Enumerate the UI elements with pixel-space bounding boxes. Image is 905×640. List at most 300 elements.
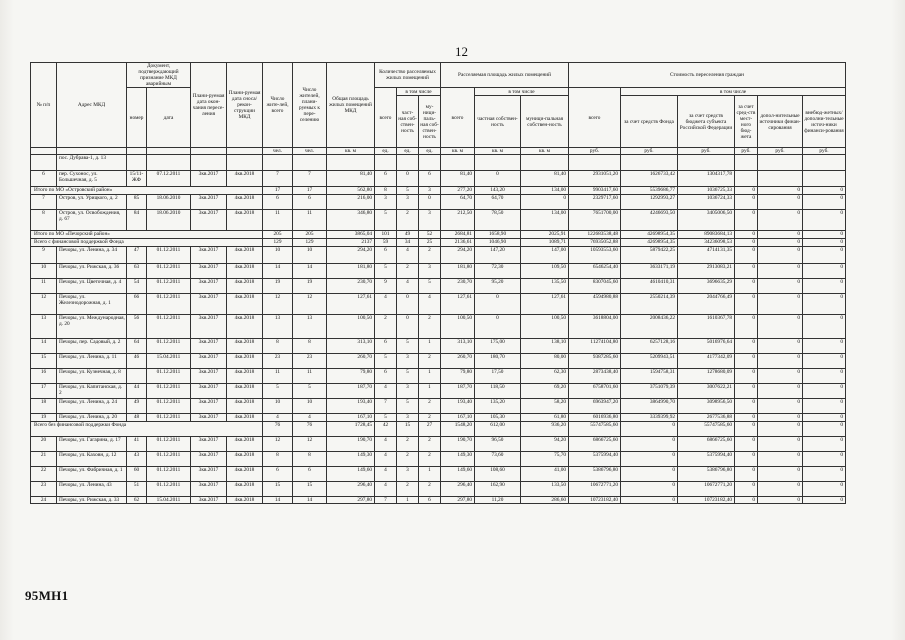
col-cost-extra: допол-нительные источники финан-сирования [758,96,803,148]
table-cell: 127,61 [327,294,375,315]
table-cell: 5386796,80 [678,467,735,482]
table-cell: 01.12.2011 [147,414,191,422]
table-cell: 0 [758,315,803,339]
table-cell: 936,20 [521,422,569,437]
address-cell: Печоры, ул. Ленина, д. 11 [57,354,127,369]
table-cell: 0 [803,422,846,437]
table-cell: 2 [419,315,441,339]
table-cell: 0 [803,467,846,482]
subtotal-row [31,187,846,195]
table-cell: 0 [735,354,758,369]
table-cell: 01.12.2011 [147,294,191,315]
table-cell: 81,40 [327,171,375,187]
table-row [31,264,846,279]
table-cell: 4кв.2018 [227,467,263,482]
table-cell: 0 [803,294,846,315]
table-cell: 13 [293,315,327,339]
table-cell: 15 [397,422,419,437]
table-row [31,467,846,482]
table-cell: 3кв.2017 [191,171,227,187]
table-cell: 17 [293,187,327,195]
table-cell: 5 [293,384,327,399]
table-cell: 1728,45 [327,422,375,437]
table-cell: 6 [419,497,441,504]
table-cell: 3кв.2017 [191,339,227,354]
table-cell: 27 [419,422,441,437]
table-cell: 0 [803,210,846,231]
table-cell: 01.12.2011 [147,247,191,264]
table-cell: 296,40 [327,482,375,497]
unit-cell: ед. [397,148,419,155]
table-cell: 42 [375,422,397,437]
table-cell: 1304317,78 [678,171,735,187]
table-cell: 6 [293,195,327,210]
table-cell: 01.12.2011 [147,452,191,467]
table-cell: 277,20 [441,187,475,195]
table-cell: 135,50 [521,279,569,294]
address-cell: Печоры, ул. Рижская, д. 33 [57,497,127,504]
table-cell: 7 [293,171,327,187]
table-cell: 4 [263,414,293,422]
table-row [31,452,846,467]
table-cell: 5 [375,354,397,369]
unit-cell: чел. [263,148,293,155]
table-cell: 12 [293,437,327,452]
table-cell: 0 [803,369,846,384]
table-cell: 4кв.2018 [227,354,263,369]
table-cell: 3кв.2017 [191,195,227,210]
table-cell: 14 [31,339,57,354]
table-cell: 0 [758,482,803,497]
table-cell: 3кв.2017 [191,384,227,399]
address-cell: Печоры, ул. Международная, д. 20 [57,315,127,339]
table-cell: 1610367,78 [678,315,735,339]
units-row [31,148,846,155]
table-cell: 20 [31,437,57,452]
col-area-incl: в том числе [475,88,569,96]
table-row [31,369,846,384]
table-cell: 18.06.2010 [147,195,191,210]
table-cell: 76935052,88 [569,239,621,247]
table-cell: 2 [397,437,419,452]
table-cell: 13 [31,315,57,339]
col-cost-region: за счет средств бюджета субъекта Российской Федерации [678,96,735,148]
table-cell: 6 [263,467,293,482]
table-cell [147,155,191,171]
table-cell: 4кв.2018 [227,369,263,384]
table-cell: 147,20 [475,247,521,264]
table-cell: 3 [397,354,419,369]
table-cell: 22 [31,467,57,482]
table-cell: 4594980,88 [569,294,621,315]
table-cell: 3 [419,187,441,195]
table-cell: 190,70 [327,437,375,452]
table-cell: 0 [735,210,758,231]
table-cell: 01.12.2011 [147,264,191,279]
table-cell: 62,30 [521,369,569,384]
table-cell: 3 [397,467,419,482]
table-row [31,210,846,231]
table-cell [803,155,846,171]
table-cell: 0 [758,437,803,452]
table-cell [735,155,758,171]
table-cell: 162,90 [475,482,521,497]
table-cell: 2913083,21 [678,264,735,279]
table-cell: 95,20 [475,279,521,294]
col-cost-local: за счет сред-ств мест-ного бюд-жета [735,96,758,148]
table-cell: 4кв.2018 [227,210,263,231]
table-cell [621,155,678,171]
table-cell: 1 [419,339,441,354]
table-cell: 49 [397,231,419,239]
address-cell: Печоры, ул. Цветочная, д. 4 [57,279,127,294]
table-cell: 149,60 [441,467,475,482]
table-row [31,247,846,264]
table-cell: 0 [758,264,803,279]
table-cell: 5375994,40 [678,452,735,467]
table-cell: 313,10 [327,339,375,354]
table-cell: 4кв.2018 [227,315,263,339]
table-cell: 0 [735,231,758,239]
table-cell: 296,40 [441,482,475,497]
table-cell: 0 [758,422,803,437]
table-cell: 3865,04 [327,231,375,239]
table-cell: 5 [375,264,397,279]
table-cell: 10 [263,399,293,414]
table-row [31,279,846,294]
table-cell: 07.12.2011 [147,171,191,187]
table-cell: 10 [293,399,327,414]
table-cell: 1658,90 [475,231,521,239]
table-cell: 205 [293,231,327,239]
table-cell: 5 [397,369,419,384]
table-cell: 9387285,60 [569,354,621,369]
table-cell: 0 [397,294,419,315]
table-cell: 260,70 [441,354,475,369]
table-cell: 0 [475,171,521,187]
col-cost-incl: в том числе [621,88,846,96]
table-cell: 1036724,33 [678,195,735,210]
table-cell: 10723182,40 [678,497,735,504]
table-cell: 24 [31,497,57,504]
table-cell: 6 [375,339,397,354]
table-cell: 23 [31,482,57,497]
table-cell: 0 [758,210,803,231]
address-cell: Печоры, ул. Рижская, д. 36 [57,264,127,279]
table-cell: 2 [419,399,441,414]
table-cell: 14 [293,497,327,504]
subtotal-label: Итого по МО «Островский район» [31,187,263,195]
table-cell: 612,00 [475,422,521,437]
table-cell: 0 [735,279,758,294]
table-cell: 0 [803,482,846,497]
col-doc-number: номер [127,88,147,148]
table-cell: 17 [263,187,293,195]
table-cell [31,155,57,171]
table-cell: 0 [735,195,758,210]
table-cell: 127,61 [521,294,569,315]
table-cell: 12 [31,294,57,315]
table-cell: 11 [263,369,293,384]
table-cell: 01.12.2011 [147,384,191,399]
table-cell: 7651700,00 [569,210,621,231]
table-cell: 8 [263,339,293,354]
table-cell [803,171,846,187]
table-cell: 3кв.2017 [191,210,227,231]
table-cell: 3751079,39 [621,384,678,399]
table-cell: 4 [375,482,397,497]
table-cell: 9 [375,279,397,294]
table-cell: 8 [293,452,327,467]
table-cell: 12 [293,294,327,315]
table-cell: 15.04.2011 [147,354,191,369]
table-cell: 6 [419,171,441,187]
table-cell: 2008436,22 [621,315,678,339]
table-cell: 34 [397,239,419,247]
table-cell: 5 [375,210,397,231]
table-cell: 4кв.2018 [227,339,263,354]
address-cell: Печоры, ул. Ленина, д. 34 [57,247,127,264]
col-area-private: частная собствен-ность [475,96,521,148]
table-cell: 6963947,20 [569,399,621,414]
table-cell: 94,20 [521,437,569,452]
table-cell: 4246693,50 [621,210,678,231]
table-cell: 0 [758,247,803,264]
table-cell: 4 [375,437,397,452]
address-cell: пер. Сухонос, ул. Большечная, д. 5 [57,171,127,187]
table-cell: 297,80 [441,497,475,504]
table-cell [293,155,327,171]
table-row [31,315,846,339]
table-cell: 58,20 [521,399,569,414]
table-cell: 10723182,40 [569,497,621,504]
table-cell: 49 [127,399,147,414]
table-cell: 11 [263,210,293,231]
address-cell: пос. Дубрава-1, д. 13 [57,155,127,171]
address-cell: Остров, ул. Урицкого, д. 2 [57,195,127,210]
table-cell: 01.12.2011 [147,482,191,497]
table-cell: 122683538,48 [569,231,621,239]
table-cell: 190,70 [441,437,475,452]
table-cell: 4кв.2018 [227,452,263,467]
table-cell: 2 [375,315,397,339]
table-cell: 6 [375,171,397,187]
table-cell: 0 [621,482,678,497]
table-cell: 11 [293,369,327,384]
table-cell: 01.12.2011 [147,467,191,482]
table-cell: 181,80 [327,264,375,279]
table-cell: 4714131,35 [678,247,735,264]
table-cell: 14 [293,264,327,279]
table-cell: 0 [735,294,758,315]
table-cell: 46 [127,354,147,369]
table-cell: 85 [127,195,147,210]
table-cell: 4610410,31 [621,279,678,294]
table-cell: 118,50 [475,384,521,399]
address-cell: Печоры, ул. Капитанская, д. 2 [57,384,127,399]
table-cell: 135,20 [475,399,521,414]
table-cell: 80,00 [521,354,569,369]
table-cell: 0 [803,239,846,247]
table-cell: 3339399,92 [621,414,678,422]
table-cell [227,155,263,171]
table-cell: 2025,91 [521,231,569,239]
table-cell: 4 [375,294,397,315]
table-cell: 6758701,60 [569,384,621,399]
address-cell: Остров, ул. Освобождения, д. 67 [57,210,127,231]
table-cell [735,171,758,187]
table-cell: 18.06.2010 [147,210,191,231]
table-cell: 6 [263,195,293,210]
table-cell: 0 [803,264,846,279]
table-cell: 0 [397,171,419,187]
table-cell: 105,30 [475,414,521,422]
col-no: № п/п [31,63,57,148]
table-cell: 143,20 [475,187,521,195]
table-cell: 0 [803,187,846,195]
table-cell: 260,70 [327,354,375,369]
table-cell: 5 [397,339,419,354]
table-cell: 10672771,20 [678,482,735,497]
table-cell: 10 [263,247,293,264]
table-cell: 100,50 [327,315,375,339]
table-cell: 562,80 [327,187,375,195]
table-cell: 0 [735,399,758,414]
table-cell: 134,00 [521,187,569,195]
table-cell: 0 [803,384,846,399]
table-cell: 61,80 [521,414,569,422]
col-total-area: Общая площадь жилых помещений МКД [327,63,375,148]
table-cell: 313,10 [441,339,475,354]
table-cell: 3618804,00 [569,315,621,339]
address-cell: Печоры, ул. Фабричная, д. 1 [57,467,127,482]
table-cell: 1 [419,369,441,384]
table-cell: 4кв.2018 [227,171,263,187]
col-rooms-incl: в том числе [397,88,441,96]
table-cell: 5 [397,399,419,414]
table-cell: 0 [735,369,758,384]
table-cell: 01.12.2011 [147,399,191,414]
table-cell: 149,30 [441,452,475,467]
table-cell: 109,50 [521,264,569,279]
table-cell: 73,60 [475,452,521,467]
table-cell: 0 [735,437,758,452]
table-cell: 7 [263,171,293,187]
table-row [31,384,846,399]
table-cell: 1 [397,497,419,504]
table-cell: 230,70 [327,279,375,294]
table-cell: 4 [397,279,419,294]
table-cell: 0 [758,279,803,294]
subtotal-row [31,239,846,247]
unit-cell: руб. [803,148,846,155]
table-cell: 3 [419,210,441,231]
col-residents-total: Число жите-лей, всего [263,63,293,148]
table-cell: 43 [127,452,147,467]
table-cell: 11,20 [475,497,521,504]
table-cell: 1036725,33 [678,187,735,195]
table-cell: 3864990,70 [621,399,678,414]
table-cell: 149,30 [327,452,375,467]
table-cell [375,155,397,171]
table-cell: 17 [31,384,57,399]
table-cell: 12 [263,294,293,315]
table-cell: 3кв.2017 [191,247,227,264]
table-cell: 01.12.2011 [147,437,191,452]
table-cell: 1046,90 [475,239,521,247]
table-cell: 19 [293,279,327,294]
table-cell [678,155,735,171]
table-cell: 138,10 [521,339,569,354]
table-cell: 69,20 [521,384,569,399]
table-cell: 9903417,60 [569,187,621,195]
table-cell: 8 [375,187,397,195]
table-cell: 1 [419,384,441,399]
unit-cell: ед. [419,148,441,155]
col-document: Документ, подтверждающий признание МКД аварийным [127,63,191,88]
table-cell: 0 [735,187,758,195]
table-cell: 48 [127,414,147,422]
table-cell: 127,61 [441,294,475,315]
table-cell: 0 [758,354,803,369]
table-cell: 0 [758,294,803,315]
table-cell: 66 [127,294,147,315]
table-cell: 42698954,35 [621,231,678,239]
table-cell: 23 [293,354,327,369]
unit-cell: руб. [758,148,803,155]
col-rooms-municipal: му-ници-паль-ная соб-ствен-ность [419,96,441,148]
table-cell [263,155,293,171]
table-cell: 4177342,09 [678,354,735,369]
table-cell: 4кв.2018 [227,482,263,497]
table-cell: 23 [263,354,293,369]
table-cell: 5 [397,187,419,195]
table-cell [521,155,569,171]
table-cell: 4кв.2018 [227,264,263,279]
table-cell: 4кв.2018 [227,279,263,294]
table-cell: 294,20 [441,247,475,264]
table-cell: 2044766,49 [678,294,735,315]
table-cell: 0 [621,497,678,504]
table-cell: 3633171,19 [621,264,678,279]
table-cell: 101 [375,231,397,239]
col-area-municipal: муници-пальная собствен-ность [521,96,569,148]
table-cell: 3кв.2017 [191,399,227,414]
table-cell [327,155,375,171]
col-cost-other: внебюд-жетных/ дополни-тельные источ-ники финанси-рования [803,96,846,148]
unit-cell: чел. [293,148,327,155]
table-cell: 0 [803,231,846,239]
table-cell: 79,80 [441,369,475,384]
table-cell: 11 [293,210,327,231]
table-cell: 6 [375,247,397,264]
table-cell: 2550214,39 [621,294,678,315]
table-cell: 6 [375,369,397,384]
table-cell: 64,70 [441,195,475,210]
table-cell: 8 [31,210,57,231]
table-cell: 7 [375,497,397,504]
table-cell: 0 [803,437,846,452]
table-cell: 8 [263,452,293,467]
table-cell: 0 [758,195,803,210]
table-cell: 6016936,80 [569,414,621,422]
table-cell: 79,80 [327,369,375,384]
table-cell: 2 [419,247,441,264]
table-cell: 0 [758,452,803,467]
table-cell: 4кв.2018 [227,414,263,422]
table-cell: 3кв.2017 [191,482,227,497]
table-cell: 0 [735,339,758,354]
